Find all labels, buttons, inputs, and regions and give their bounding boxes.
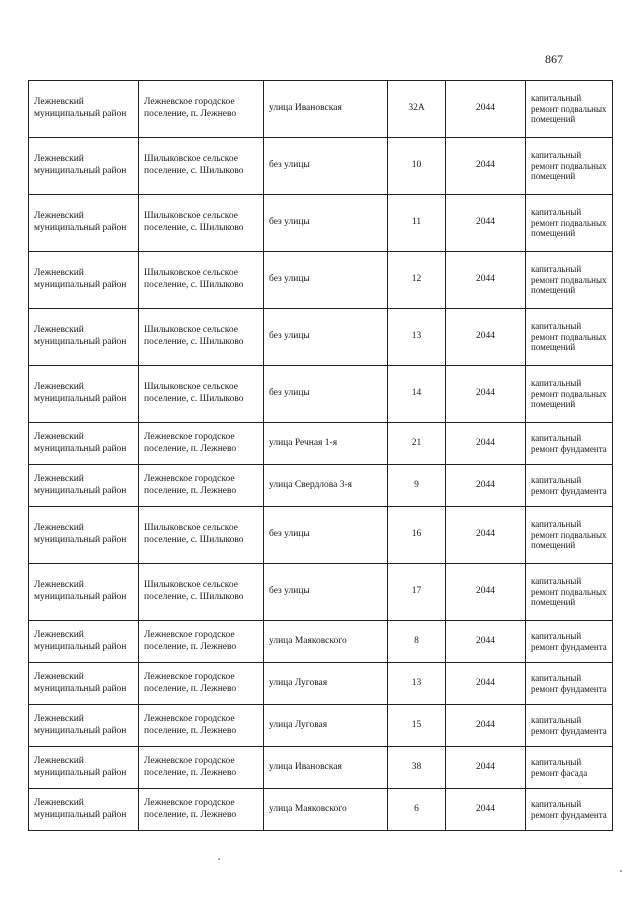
year-cell: 2044 — [446, 81, 526, 138]
year-cell: 2044 — [446, 747, 526, 789]
work-type-cell: капитальный ремонт фундамента — [526, 621, 613, 663]
district-cell: Лежневский муниципальный район — [29, 747, 139, 789]
year-cell: 2044 — [446, 663, 526, 705]
work-type-cell: капитальный ремонт подвальных помещений — [526, 138, 613, 195]
table-row — [29, 423, 613, 465]
house-number-cell: 13 — [388, 309, 446, 366]
street-cell: улица Ивановская — [264, 81, 388, 138]
year-cell: 2044 — [446, 621, 526, 663]
house-number-cell: 8 — [388, 621, 446, 663]
table-row — [29, 747, 613, 789]
work-type-cell: капитальный ремонт фасада — [526, 747, 613, 789]
house-number-cell: 6 — [388, 789, 446, 831]
district-cell: Лежневский муниципальный район — [29, 705, 139, 747]
table-row — [29, 564, 613, 621]
house-number-cell: 10 — [388, 138, 446, 195]
table-row — [29, 789, 613, 831]
house-number-cell: 38 — [388, 747, 446, 789]
work-type-cell: капитальный ремонт фундамента — [526, 705, 613, 747]
district-cell: Лежневский муниципальный район — [29, 789, 139, 831]
work-type-cell: капитальный ремонт фундамента — [526, 465, 613, 507]
work-type-cell: капитальный ремонт фундамента — [526, 663, 613, 705]
settlement-cell: Лежневское городское поселение, п. Лежнево — [139, 789, 264, 831]
settlement-cell: Шилыковское сельское поселение, с. Шилыково — [139, 195, 264, 252]
settlement-cell: Лежневское городское поселение, п. Лежнево — [139, 465, 264, 507]
street-cell: улица Луговая — [264, 705, 388, 747]
district-cell: Лежневский муниципальный район — [29, 507, 139, 564]
district-cell: Лежневский муниципальный район — [29, 195, 139, 252]
district-cell: Лежневский муниципальный район — [29, 663, 139, 705]
work-type-cell: капитальный ремонт фундамента — [526, 423, 613, 465]
table-row — [29, 465, 613, 507]
settlement-cell: Лежневское городское поселение, п. Лежнево — [139, 621, 264, 663]
work-type-cell: капитальный ремонт подвальных помещений — [526, 507, 613, 564]
work-type-cell: капитальный ремонт подвальных помещений — [526, 195, 613, 252]
settlement-cell: Шилыковское сельское поселение, с. Шилыково — [139, 564, 264, 621]
year-cell: 2044 — [446, 564, 526, 621]
house-number-cell: 16 — [388, 507, 446, 564]
district-cell: Лежневский муниципальный район — [29, 252, 139, 309]
table-body — [29, 81, 613, 831]
house-number-cell: 17 — [388, 564, 446, 621]
street-cell: улица Маяковского — [264, 789, 388, 831]
street-cell: улица Свердлова 3-я — [264, 465, 388, 507]
house-number-cell: 13 — [388, 663, 446, 705]
street-cell: без улицы — [264, 309, 388, 366]
street-cell: улица Луговая — [264, 663, 388, 705]
settlement-cell: Лежневское городское поселение, п. Лежнево — [139, 705, 264, 747]
house-number-cell: 12 — [388, 252, 446, 309]
year-cell: 2044 — [446, 507, 526, 564]
district-cell: Лежневский муниципальный район — [29, 138, 139, 195]
street-cell: улица Ивановская — [264, 747, 388, 789]
street-cell: без улицы — [264, 252, 388, 309]
house-number-cell: 21 — [388, 423, 446, 465]
settlement-cell: Лежневское городское поселение, п. Лежнево — [139, 747, 264, 789]
district-cell: Лежневский муниципальный район — [29, 621, 139, 663]
district-cell: Лежневский муниципальный район — [29, 366, 139, 423]
district-cell: Лежневский муниципальный район — [29, 309, 139, 366]
street-cell: без улицы — [264, 195, 388, 252]
year-cell: 2044 — [446, 138, 526, 195]
settlement-cell: Лежневское городское поселение, п. Лежнево — [139, 663, 264, 705]
repair-schedule-table — [28, 80, 613, 831]
table-row — [29, 138, 613, 195]
street-cell: без улицы — [264, 564, 388, 621]
settlement-cell: Шилыковское сельское поселение, с. Шилыково — [139, 366, 264, 423]
district-cell: Лежневский муниципальный район — [29, 423, 139, 465]
settlement-cell: Лежневское городское поселение, п. Лежнево — [139, 81, 264, 138]
settlement-cell: Шилыковское сельское поселение, с. Шилыково — [139, 252, 264, 309]
street-cell: без улицы — [264, 507, 388, 564]
table-row — [29, 507, 613, 564]
year-cell: 2044 — [446, 705, 526, 747]
table-row — [29, 252, 613, 309]
page-number: 867 — [545, 52, 563, 66]
year-cell: 2044 — [446, 423, 526, 465]
table-row — [29, 663, 613, 705]
district-cell: Лежневский муниципальный район — [29, 465, 139, 507]
work-type-cell: капитальный ремонт подвальных помещений — [526, 366, 613, 423]
house-number-cell: 32А — [388, 81, 446, 138]
settlement-cell: Шилыковское сельское поселение, с. Шилыково — [139, 138, 264, 195]
settlement-cell: Шилыковское сельское поселение, с. Шилыково — [139, 309, 264, 366]
table-row — [29, 81, 613, 138]
house-number-cell: 15 — [388, 705, 446, 747]
house-number-cell: 11 — [388, 195, 446, 252]
work-type-cell: капитальный ремонт подвальных помещений — [526, 309, 613, 366]
work-type-cell: капитальный ремонт фундамента — [526, 789, 613, 831]
district-cell: Лежневский муниципальный район — [29, 81, 139, 138]
year-cell: 2044 — [446, 366, 526, 423]
house-number-cell: 9 — [388, 465, 446, 507]
table-row — [29, 705, 613, 747]
table-row — [29, 621, 613, 663]
street-cell: без улицы — [264, 138, 388, 195]
scan-speck — [620, 870, 622, 872]
table-row — [29, 366, 613, 423]
year-cell: 2044 — [446, 465, 526, 507]
year-cell: 2044 — [446, 789, 526, 831]
street-cell: улица Маяковского — [264, 621, 388, 663]
district-cell: Лежневский муниципальный район — [29, 564, 139, 621]
settlement-cell: Шилыковское сельское поселение, с. Шилыково — [139, 507, 264, 564]
house-number-cell: 14 — [388, 366, 446, 423]
work-type-cell: капитальный ремонт подвальных помещений — [526, 252, 613, 309]
settlement-cell: Лежневское городское поселение, п. Лежнево — [139, 423, 264, 465]
year-cell: 2044 — [446, 252, 526, 309]
work-type-cell: капитальный ремонт подвальных помещений — [526, 564, 613, 621]
street-cell: без улицы — [264, 366, 388, 423]
year-cell: 2044 — [446, 309, 526, 366]
scan-speck — [218, 858, 220, 860]
work-type-cell: капитальный ремонт подвальных помещений — [526, 81, 613, 138]
table-row — [29, 309, 613, 366]
year-cell: 2044 — [446, 195, 526, 252]
table-row — [29, 195, 613, 252]
street-cell: улица Речная 1-я — [264, 423, 388, 465]
